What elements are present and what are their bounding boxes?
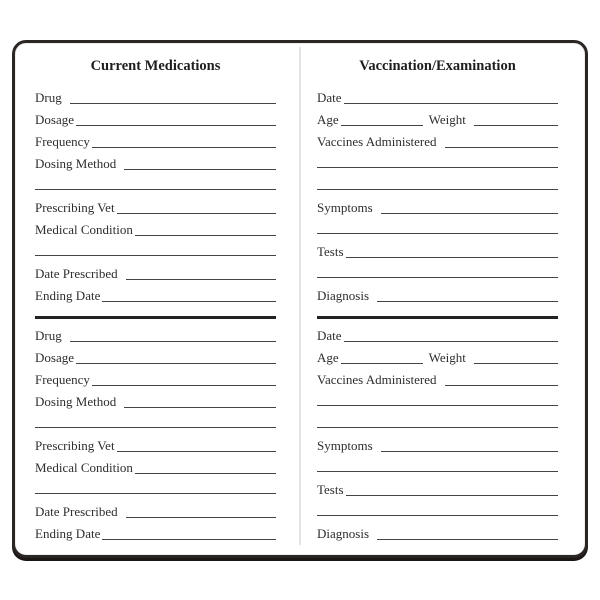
age-weight-field [317, 349, 558, 365]
ending-date-label: Ending Date [35, 526, 101, 541]
vaccines-administered-field[interactable] [317, 371, 558, 387]
drug-field[interactable] [35, 327, 276, 343]
vaccines-administered-label: Vaccines Administered [317, 372, 437, 387]
drug-label: Drug [35, 90, 62, 105]
ending-date-field[interactable] [35, 525, 276, 541]
date-line[interactable] [344, 103, 558, 104]
dosage-label: Dosage [35, 112, 74, 127]
drug-field[interactable] [35, 89, 276, 105]
symptoms-line[interactable] [381, 451, 558, 452]
tests-label: Tests [317, 482, 344, 497]
medical-condition-field[interactable] [35, 459, 276, 475]
frequency-line[interactable] [92, 147, 276, 148]
tests-field[interactable] [317, 481, 558, 497]
prescribing-vet-label: Prescribing Vet [35, 438, 115, 453]
drug-line[interactable] [70, 103, 276, 104]
frequency-line[interactable] [92, 385, 276, 386]
medical-condition-label: Medical Condition [35, 460, 133, 475]
date-label: Date [317, 90, 342, 105]
diagnosis-field[interactable] [317, 525, 558, 541]
frequency-label: Frequency [35, 372, 90, 387]
vaccines-administered-line[interactable] [445, 385, 559, 386]
current-medications-heading: Current Medications [90, 58, 221, 74]
dosing-method-line[interactable] [124, 169, 276, 170]
prescribing-vet-field[interactable] [35, 437, 276, 453]
frequency-field[interactable] [35, 371, 276, 387]
date-line[interactable] [344, 341, 558, 342]
drug-label: Drug [35, 328, 62, 343]
section-separator [317, 316, 558, 319]
diagnosis-label: Diagnosis [317, 526, 369, 541]
prescribing-vet-field[interactable] [35, 199, 276, 215]
dosing-method-line[interactable] [124, 407, 276, 408]
blank-line[interactable] [317, 515, 558, 516]
frequency-label: Frequency [35, 134, 90, 149]
tests-label: Tests [317, 244, 344, 259]
page-divider [299, 47, 301, 545]
weight-line[interactable] [474, 125, 558, 126]
drug-line[interactable] [70, 341, 276, 342]
prescribing-vet-line[interactable] [117, 213, 276, 214]
medical-condition-line[interactable] [135, 235, 276, 236]
symptoms-line[interactable] [381, 213, 558, 214]
dosage-field[interactable] [35, 349, 276, 365]
vaccines-administered-field[interactable] [317, 133, 558, 149]
prescribing-vet-label: Prescribing Vet [35, 200, 115, 215]
diagnosis-line[interactable] [377, 539, 558, 540]
dosing-method-field[interactable] [35, 393, 276, 409]
vaccination-examination-heading: Vaccination/Examination [359, 58, 516, 74]
blank-line[interactable] [317, 277, 558, 278]
diagnosis-label: Diagnosis [317, 288, 369, 303]
date-field[interactable] [317, 327, 558, 343]
medical-condition-field[interactable] [35, 221, 276, 237]
tests-line[interactable] [346, 495, 558, 496]
symptoms-field[interactable] [317, 199, 558, 215]
blank-line[interactable] [317, 471, 558, 472]
weight-label: Weight [428, 112, 466, 127]
date-field[interactable] [317, 89, 558, 105]
symptoms-label: Symptoms [317, 438, 373, 453]
vaccines-administered-label: Vaccines Administered [317, 134, 437, 149]
weight-line[interactable] [474, 363, 558, 364]
tests-line[interactable] [346, 257, 558, 258]
diagnosis-field[interactable] [317, 287, 558, 303]
dosage-line[interactable] [76, 363, 276, 364]
dosing-method-label: Dosing Method [35, 156, 117, 171]
frequency-field[interactable] [35, 133, 276, 149]
blank-line[interactable] [35, 255, 276, 256]
blank-line[interactable] [317, 405, 558, 406]
dosage-label: Dosage [35, 350, 74, 365]
ending-date-line[interactable] [102, 539, 276, 540]
dosage-line[interactable] [76, 125, 276, 126]
dosage-field[interactable] [35, 111, 276, 127]
blank-line[interactable] [317, 233, 558, 234]
ending-date-field[interactable] [35, 287, 276, 303]
blank-line[interactable] [35, 427, 276, 428]
tests-field[interactable] [317, 243, 558, 259]
section-separator [35, 316, 276, 319]
age-label: Age [317, 112, 339, 127]
blank-line[interactable] [35, 493, 276, 494]
age-line[interactable] [341, 125, 423, 126]
ending-date-line[interactable] [102, 301, 276, 302]
blank-line[interactable] [317, 189, 558, 190]
symptoms-field[interactable] [317, 437, 558, 453]
age-line[interactable] [341, 363, 423, 364]
vaccines-administered-line[interactable] [445, 147, 559, 148]
blank-line[interactable] [35, 189, 276, 190]
blank-line[interactable] [317, 427, 558, 428]
date-label: Date [317, 328, 342, 343]
diagnosis-line[interactable] [377, 301, 558, 302]
weight-label: Weight [428, 350, 466, 365]
blank-line[interactable] [317, 167, 558, 168]
date-prescribed-field[interactable] [35, 265, 276, 281]
date-prescribed-line[interactable] [126, 279, 276, 280]
dosing-method-field[interactable] [35, 155, 276, 171]
date-prescribed-line[interactable] [126, 517, 276, 518]
date-prescribed-label: Date Prescribed [35, 266, 118, 281]
date-prescribed-label: Date Prescribed [35, 504, 118, 519]
age-weight-field [317, 111, 558, 127]
medical-condition-label: Medical Condition [35, 222, 133, 237]
ending-date-label: Ending Date [35, 288, 101, 303]
medical-condition-line[interactable] [135, 473, 276, 474]
age-label: Age [317, 350, 339, 365]
prescribing-vet-line[interactable] [117, 451, 276, 452]
dosing-method-label: Dosing Method [35, 394, 117, 409]
symptoms-label: Symptoms [317, 200, 373, 215]
date-prescribed-field[interactable] [35, 503, 276, 519]
